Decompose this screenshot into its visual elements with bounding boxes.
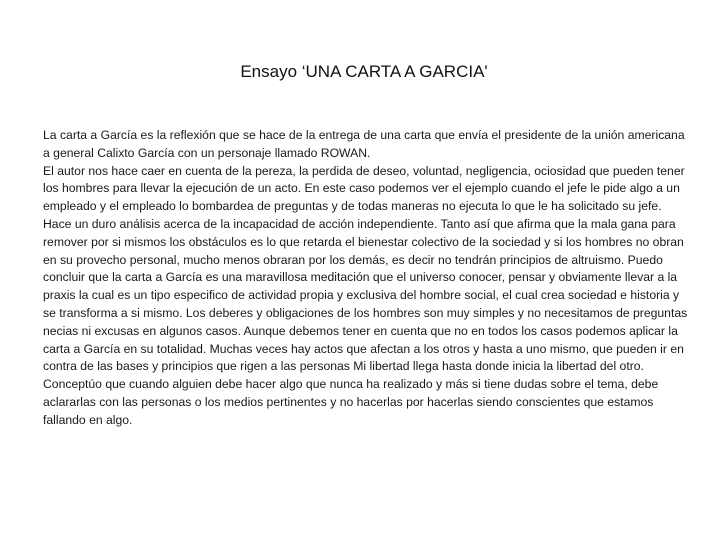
body-line: Conceptúo que cuando alguien debe hacer algo que nunca ha realizado y más si tiene dudas sobre el tema, debe (43, 377, 659, 392)
body-line: a general Calixto García con un personaje llamado ROWAN. (43, 145, 371, 160)
body-line: necias ni excusas en algunos casos. Aunque debemos tener en cuenta que no en todos los casos podemos aplicar la (43, 323, 678, 338)
body-line: concluir que la carta a García es una maravillosa meditación que el universo conocer, pensar y obviamente llevar a la (43, 270, 678, 285)
body-line: carta a García en su totalidad. Muchas veces hay actos que afectan a los otros y hasta a uno mismo, que pueden ir en (43, 341, 684, 356)
body-line: contra de las bases y principios que rigen a las personas Mi libertad llega hasta donde inicia la libertad del otro. (43, 359, 644, 374)
body-line: los hombres para llevar la ejecución de un acto. En este caso podemos ver el ejemplo cuando el jefe le pide algo a un (43, 181, 680, 196)
essay-body (43, 127, 703, 430)
body-line: remover por si mismos los obstáculos es lo que retarda el bienestar colectivo de la sociedad y si los hombres no obran (43, 234, 684, 249)
body-line: Hace un duro análisis acerca de la incapacidad de acción independiente. Tanto así que afirma que la mala gana para (43, 216, 676, 231)
body-line: aclararlas con las personas o los medios pertinentes y no hacerlas por hacerlas siendo conscientes que estamos (43, 394, 654, 409)
body-line: La carta a García es la reflexión que se hace de la entrega de una carta que envía el presidente de la unión americana (43, 128, 685, 142)
body-line: se transforma a si mismo. Los deberes y obligaciones de los hombres son muy simples y no necesitamos de preguntas (43, 305, 688, 320)
body-line: fallando en algo. (43, 412, 133, 427)
body-line: El autor nos hace caer en cuenta de la pereza, la perdida de deseo, voluntad, negligencia, ociosidad que pueden tener (43, 163, 685, 178)
body-line: en su provecho personal, mucho menos obraran por los demás, es decir no tendrán principios de altruismo. Puedo (43, 252, 663, 267)
body-line: praxis la cual es un tipo especifico de actividad propia y exclusiva del hombre social, el cual crea sociedad e historia y (43, 288, 680, 303)
document-title: Ensayo ‘UNA CARTA A GARCIA' (240, 62, 488, 81)
body-line: empleado y el empleado lo bombardea de preguntas y de todas maneras no ejecuta lo que le ha solicitado su jefe. (43, 199, 662, 214)
